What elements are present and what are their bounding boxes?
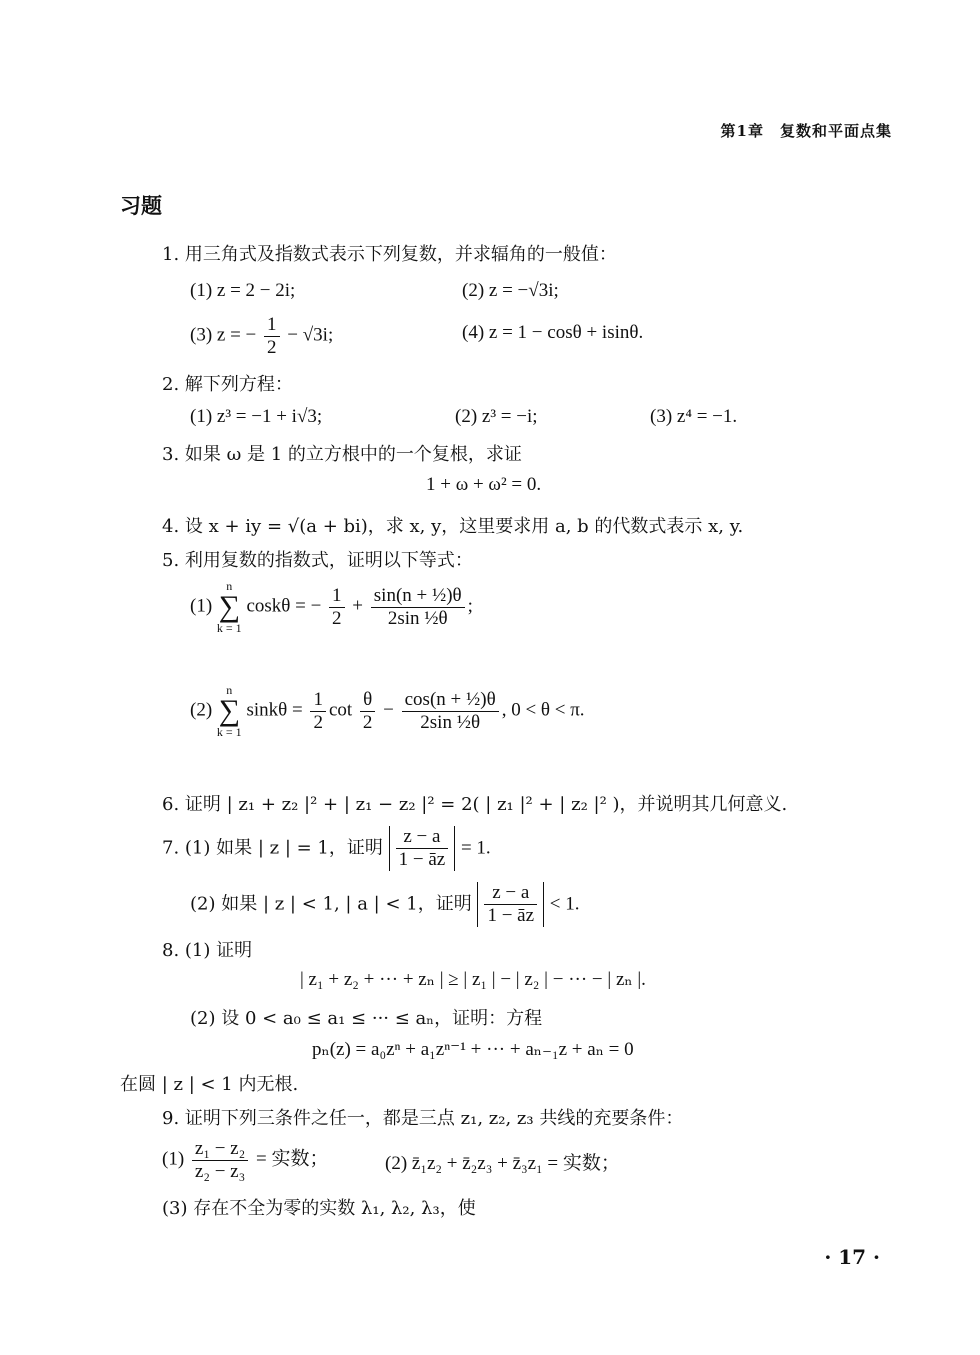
problem-8-item-2: (2) 设 0 < a₀ ≤ a₁ ≤ ··· ≤ aₙ，证明：方程	[190, 1008, 543, 1029]
section-title: 习题	[120, 194, 162, 218]
big-fraction: $\frac{\text{cos(n + ½)θ}}{\text{2sin ½θ}}$	[402, 689, 499, 734]
problem-3-stem: 3. 如果 ω 是 1 的立方根中的一个复根，求证	[162, 444, 522, 465]
problem-8-formula-1: | z₁ + z₂ + ··· + zₙ | ≥ | z₁ | − | z₂ | − ··· − | zₙ |.	[300, 969, 646, 990]
summation-symbol: n ∑ k = 1	[216, 579, 242, 635]
problem-9-item-1: (1) $\frac{\text{z₁ − z₂}}{\text{z₂ − z₃}}$ = 实数；	[162, 1138, 329, 1182]
problem-7-item-1: 7. (1) 如果 | z | = 1，证明 $\frac{z - a}{1 - āz}$ = 1.	[162, 826, 491, 870]
problem-9-item-3: (3) 存在不全为零的实数 λ₁, λ₂, λ₃，使	[162, 1198, 476, 1219]
problem-5-stem: 5. 利用复数的指数式，证明以下等式：	[162, 550, 473, 571]
fraction-half: $\frac{1}{2}$	[264, 314, 280, 359]
page-number: · 17 ·	[824, 1245, 880, 1269]
problem-6-stem: 6. 证明 | z₁ + z₂ |² + | z₁ − z₂ |² = 2( | z₁ |² + | z₂ |² )，并说明其几何意义.	[162, 794, 788, 815]
problem-2-item-2: (2) z³ = −i;	[455, 406, 538, 427]
problem-8-item-1: 8. (1) 证明	[162, 940, 253, 961]
problem-8-formula-2: pₙ(z) = a₀zⁿ + a₁zⁿ⁻¹ + ··· + aₙ₋₁z + aₙ = 0	[312, 1039, 634, 1060]
problem-1-item-1: (1) z = 2 − 2i;	[190, 280, 296, 301]
problem-2-stem: 2. 解下列方程：	[162, 374, 293, 395]
problem-3-formula: 1 + ω + ω² = 0.	[426, 474, 542, 495]
problem-5-item-1: (1) n ∑ k = 1 coskθ = − $\frac{1}{2}$ + $\frac{\text{sin(n + ½)θ}}{\text{2sin ½θ}}$ ;	[190, 579, 473, 635]
problem-2-item-1: (1) z³ = −1 + i√3;	[190, 406, 323, 427]
problem-9-stem: 9. 证明下列三条件之任一，都是三点 z₁, z₂, z₃ 共线的充要条件：	[162, 1108, 684, 1129]
problem-5-item-2: (2) n ∑ k = 1 sinkθ = $\frac{1}{2}$ cot $\frac{\theta}{2}$ − $\frac{\text{cos(n + ½)θ}}{\text{2sin ½θ}}$ , 0 < θ < π.	[190, 683, 585, 739]
problem-8-item-3: 在圆 | z | < 1 内无根.	[120, 1074, 299, 1095]
problem-1-item-4: (4) z = 1 − cosθ + isinθ.	[462, 322, 644, 343]
problem-4-stem: 4. 设 x + iy = √(a + bi)，求 x, y，这里要求用 a, b 的代数式表示 x, y.	[162, 516, 744, 537]
problem-7-item-2: (2) 如果 | z | < 1, | a | < 1，证明 $\frac{z - a}{1 - āz}$ < 1.	[190, 882, 580, 926]
problem-1-item-2: (2) z = −√3i;	[462, 280, 559, 301]
problem-1-stem: 1. 用三角式及指数式表示下列复数，并求辐角的一般值：	[162, 244, 617, 265]
running-head: 第1章 复数和平面点集	[720, 122, 892, 140]
problem-1-item-3: (3) z = − $\frac{1}{2}$ − √3i;	[190, 314, 334, 358]
problem-9-item-2: (2) z̄₁z₂ + z̄₂z₃ + z̄₃z₁ = 实数；	[385, 1153, 620, 1174]
big-fraction: $\frac{\text{sin(n + ½)θ}}{\text{2sin ½θ}}$	[371, 585, 465, 630]
summation-symbol: n ∑ k = 1	[216, 683, 242, 739]
problem-2-item-3: (3) z⁴ = −1.	[650, 406, 738, 427]
